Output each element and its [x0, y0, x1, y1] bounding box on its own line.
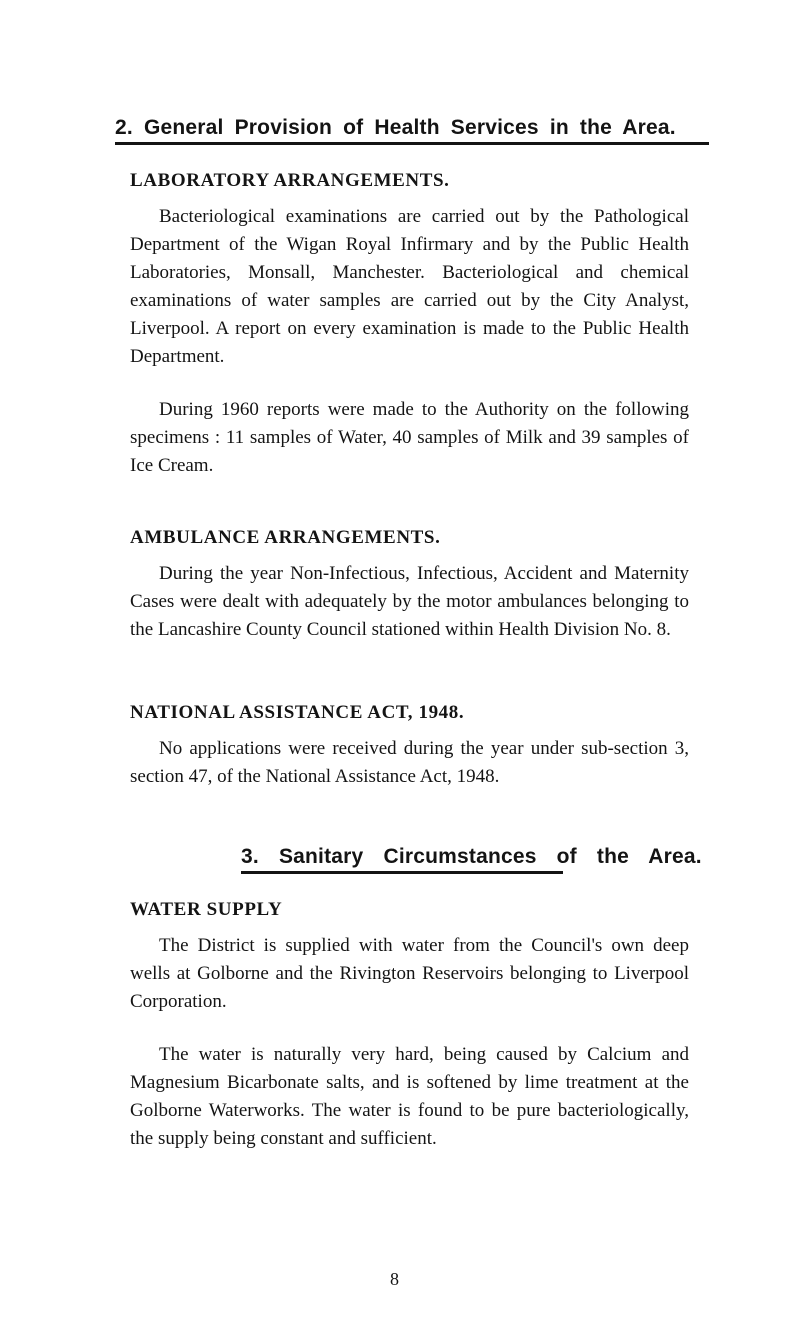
water-supply-paragraph-1: The District is supplied with water from the Council's own deep wells at Golborne and the Rivington Reservoirs belonging to Liverpool Corporation. — [130, 935, 689, 1012]
laboratory-paragraph-2: During 1960 reports were made to the Authority on the following specimens : 11 samples of Water, 40 samples of Milk and 39 samples of Ice Cream. — [130, 399, 689, 476]
page-number: 8 — [390, 1269, 399, 1289]
laboratory-paragraph-1: Bacteriological examinations are carried out by the Pathological Department of the Wigan Royal Infirmary and by the Public Health Laboratories, Monsall, Manchester. Bacteriological and chemical examinations of water samples are carried out by the City Analyst, Liverpool. A report on every examination is made to the Public Health Department. — [130, 206, 689, 367]
ambulance-heading: AMBULANCE ARRANGEMENTS. — [130, 527, 441, 548]
water-supply-heading: WATER SUPPLY — [130, 899, 283, 920]
section-3-title: 3. Sanitary Circumstances of the Area. — [241, 845, 563, 874]
ambulance-paragraph-1: During the year Non-Infectious, Infectious, Accident and Maternity Cases were dealt with adequately by the motor ambulances belonging to the Lancashire County Council stationed within Health Division No. 8. — [130, 563, 689, 640]
national-assistance-paragraph-1: No applications were received during the year under sub-section 3, section 47, of the National Assistance Act, 1948. — [130, 738, 689, 787]
section-2-title: 2. General Provision of Health Services in the Area. — [115, 116, 709, 145]
national-assistance-heading: NATIONAL ASSISTANCE ACT, 1948. — [130, 702, 465, 723]
laboratory-heading: LABORATORY ARRANGEMENTS. — [130, 170, 450, 191]
water-supply-paragraph-2: The water is naturally very hard, being caused by Calcium and Magnesium Bicarbonate salts, and is softened by lime treatment at the Golborne Waterworks. The water is found to be pure bacteriologically, the supply being constant and sufficient. — [130, 1044, 689, 1149]
